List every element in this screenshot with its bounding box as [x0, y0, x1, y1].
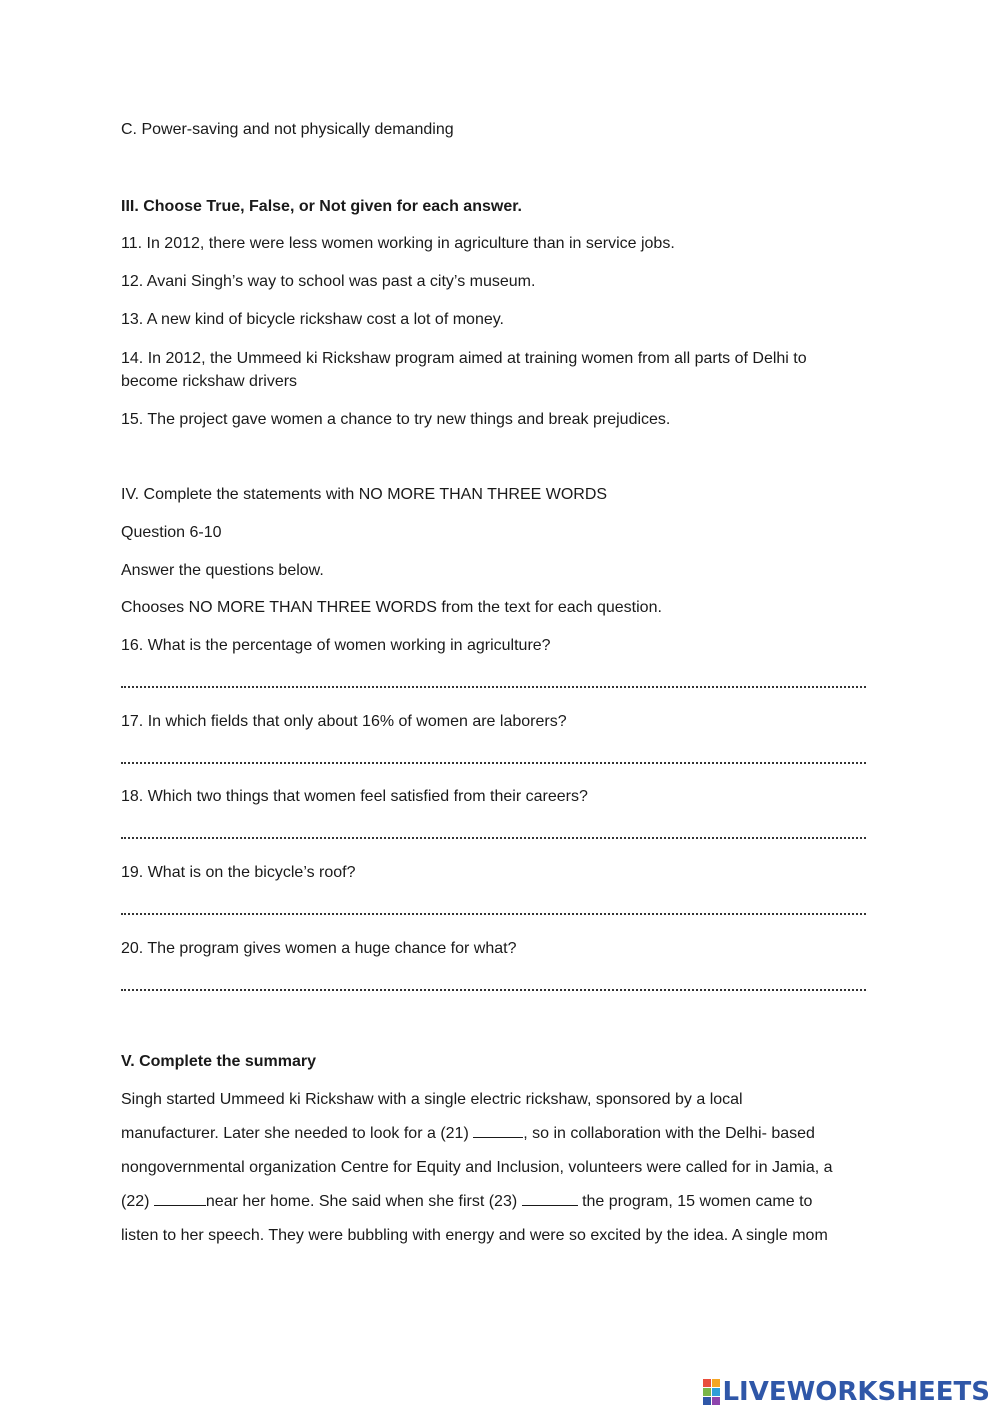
tf-item-11: 11. In 2012, there were less women working in agriculture than in service jobs. [121, 235, 675, 252]
question-19: 19. What is on the bicycle’s roof? [121, 864, 356, 881]
summary-line-4-text-b: near her home. She said when she first (23) [205, 1193, 518, 1210]
summary-line-4-text-a: (22) [121, 1193, 150, 1210]
answer-line-16[interactable] [121, 684, 866, 688]
summary-line-2 [121, 1117, 886, 1151]
blank-23[interactable] [522, 1187, 578, 1206]
logo-text: LIVEWORKSHEETS [722, 1377, 990, 1407]
logo-mark-icon [703, 1379, 720, 1405]
instruction-2: Chooses NO MORE THAN THREE WORDS from the text for each question. [121, 599, 662, 616]
logo-square-5 [703, 1397, 711, 1405]
logo-square-2 [712, 1379, 720, 1387]
answer-20-input[interactable] [121, 987, 866, 991]
question-18: 18. Which two things that women feel satisfied from their careers? [121, 788, 588, 805]
answer-line-20[interactable] [121, 987, 866, 991]
liveworksheets-logo [703, 1378, 990, 1406]
tf-item-13: 13. A new kind of bicycle rickshaw cost a lot of money. [121, 311, 504, 328]
blank-21[interactable] [473, 1119, 523, 1138]
blank-22[interactable] [154, 1187, 206, 1206]
answer-17-input[interactable] [121, 760, 866, 764]
summary-line-4 [121, 1185, 886, 1219]
logo-square-6 [712, 1397, 720, 1405]
answer-line-17[interactable] [121, 760, 866, 764]
summary-line-5: listen to her speech. They were bubbling with energy and were so excited by the idea. A single mom [121, 1227, 828, 1244]
summary-line-4-text-c: the program, 15 women came to [577, 1193, 813, 1210]
question-20: 20. The program gives women a huge chance for what? [121, 940, 517, 957]
tf-item-15: 15. The project gave women a chance to try new things and break prejudices. [121, 411, 671, 428]
answer-18-input[interactable] [121, 835, 866, 839]
answer-16-input[interactable] [121, 684, 866, 688]
question-range: Question 6-10 [121, 524, 222, 541]
logo-square-3 [703, 1388, 711, 1396]
summary-paragraph [121, 1083, 886, 1253]
instruction-1: Answer the questions below. [121, 562, 324, 579]
section-5-heading: V. Complete the summary [121, 1053, 317, 1070]
summary-line-2-text-b: , so in collaboration with the Delhi- based [523, 1125, 815, 1142]
summary-line-1: Singh started Ummeed ki Rickshaw with a single electric rickshaw, sponsored by a local [121, 1091, 743, 1108]
logo-square-1 [703, 1379, 711, 1387]
summary-line-3: nongovernmental organization Centre for Equity and Inclusion, volunteers were called for in Jamia, a [121, 1159, 833, 1176]
question-16: 16. What is the percentage of women working in agriculture? [121, 637, 551, 654]
answer-line-19[interactable] [121, 911, 866, 915]
answer-line-18[interactable] [121, 835, 866, 839]
section-4-heading: IV. Complete the statements with NO MORE THAN THREE WORDS [121, 486, 608, 503]
logo-square-4 [712, 1388, 720, 1396]
question-17: 17. In which fields that only about 16% of women are laborers? [121, 713, 567, 730]
tf-item-14-cont: become rickshaw drivers [121, 373, 298, 390]
section-3-heading: III. Choose True, False, or Not given for each answer. [121, 198, 522, 215]
option-c: C. Power-saving and not physically demanding [121, 121, 454, 138]
tf-item-14: 14. In 2012, the Ummeed ki Rickshaw program aimed at training women from all parts of Delhi to [121, 350, 807, 367]
answer-19-input[interactable] [121, 911, 866, 915]
tf-item-12: 12. Avani Singh’s way to school was past a city’s museum. [121, 273, 536, 290]
summary-line-2-text-a: manufacturer. Later she needed to look for a (21) [121, 1125, 469, 1142]
